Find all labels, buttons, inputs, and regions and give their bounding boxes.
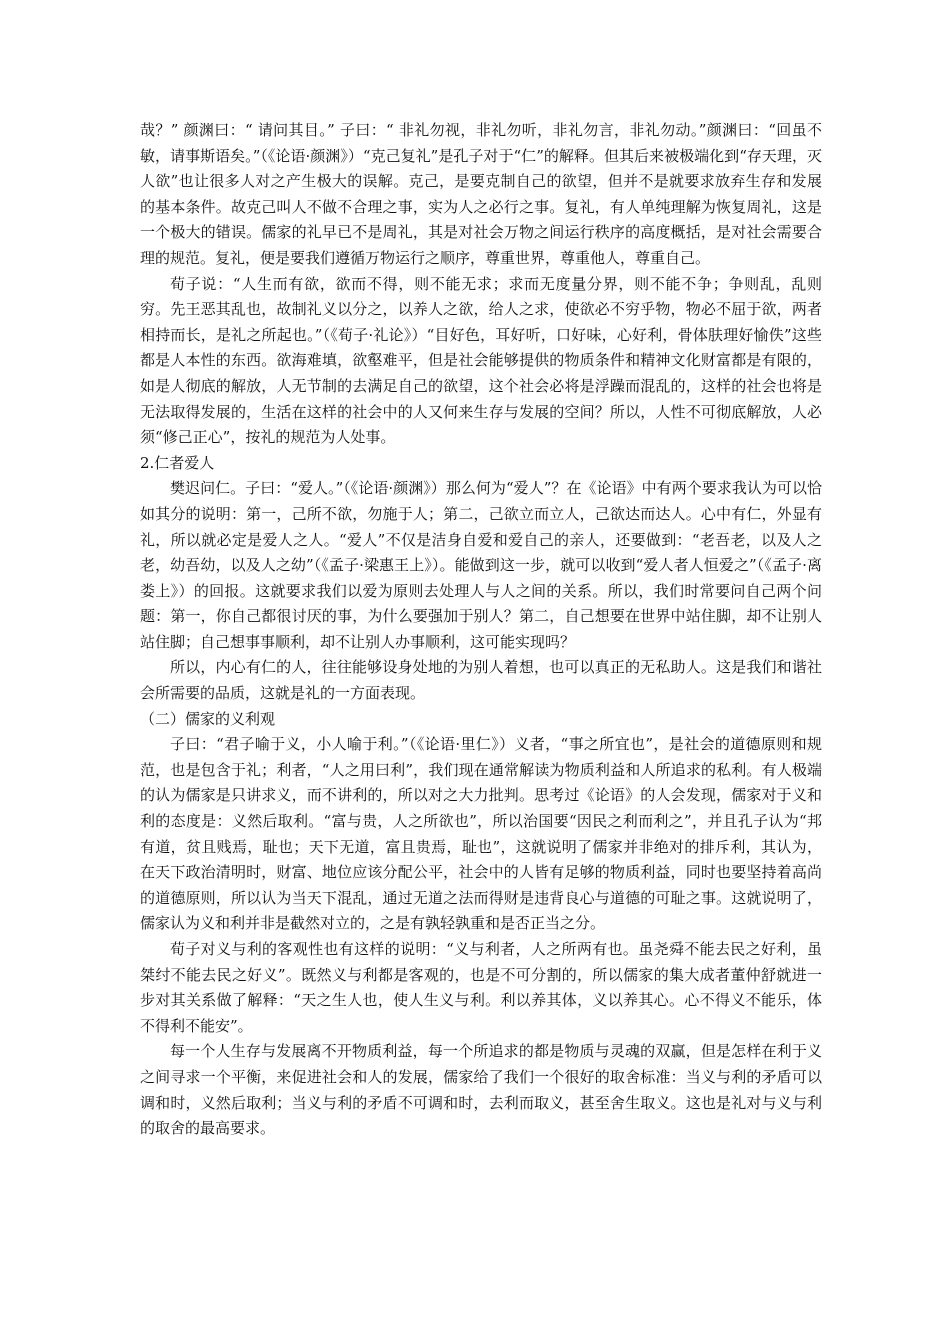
paragraph-quanshe-biaozhun: 每一个人生存与发展离不开物质利益，每一个所追求的都是物质与灵魂的双赢，但是怎样在利于义之间寻求一个平衡，来促进社会和人的发展，儒家给了我们一个很好的取舍标准：当义与利的矛盾可以调和时，义然后取利；当义与利的矛盾不可调和时，去利而取义，甚至舍生取义。这也是礼对与义与利的取舍的最高要求。 [140, 1042, 822, 1138]
section-heading-yili-guan: （二）儒家的义利观 [140, 709, 276, 728]
section-heading-renzhe-airen: 2.仁者爱人 [140, 453, 215, 472]
paragraph-junzi-yuyi: 子曰：“君子喻于义，小人喻于利。”（《论语·里仁》）义者，“事之所宜也”，是社会的道德原则和规范，也是包含于礼；利者，“人之用曰利”，我们现在通常解读为物质利益和人所追求的私利。有人极端的认为儒家是只讲求义，而不讲利的，所以对之大力批判。思考过《论语》的人会发现，儒家对于义和利的态度是：义然后取利。“富与贵，人之所欲也”，所以治国要“因民之利而利之”，并且孔子认为“邦有道，贫且贱焉，耻也；天下无道，富且贵焉，耻也”，这就说明了儒家并非绝对的排斥利，其认为，在天下政治清明时，财富、地位应该分配公平，社会中的人皆有足够的物质利益，同时也要坚持着高尚的道德原则，所以认为当天下混乱，通过无道之法而得财是违背良心与道德的可耻之事。这就说明了，儒家认为义和利并非是截然对立的，之是有孰轻孰重和是否正当之分。 [140, 735, 822, 933]
paragraph-fanchi-wenren: 樊迟问仁。子曰：“爱人。”（《论语·颜渊》）那么何为“爱人”？在《论语》中有两个要求我认为可以恰如其分的说明：第一，己所不欲，勿施于人；第二，己欲立而立人，己欲达而达人。心中有仁，外显有礼，所以就必定是爱人之人。“爱人”不仅是洁身自爱和爱自己的亲人，还要做到：“老吾老，以及人之老，幼吾幼，以及人之幼”（《孟子·梁惠王上》）。能做到这一步，就可以收到“爱人者人恒爱之”（《孟子·离娄上》）的回报。这就要求我们以爱为原则去处理人与人之间的关系。所以，我们时常要问自己两个问题：第一，你自己都很讨厌的事，为什么要强加于别人？第二，自己想要在世界中站住脚，却不让别人站住脚；自己想事事顺利，却不让别人办事顺利，这可能实现吗？ [140, 479, 822, 651]
paragraph-xunzi-yili: 荀子对义与利的客观性也有这样的说明：“义与利者，人之所两有也。虽尧舜不能去民之好利，虽桀纣不能去民之好义”。既然义与利都是客观的，也是不可分割的，所以儒家的集大成者董仲舒就进一步对其关系做了解释：“天之生人也，使人生义与利。利以养其体，义以养其心。心不得义不能乐，体不得利不能安”。 [140, 940, 822, 1035]
document-page [140, 118, 822, 1142]
paragraph-neixin-youren: 所以，内心有仁的人，往往能够设身处地的为别人着想，也可以真正的无私助人。这是我们和谐社会所需要的品质，这就是礼的一方面表现。 [140, 658, 822, 703]
paragraph-keji-fuli: 哉？” 颜渊曰：“ 请问其目。” 子曰：“ 非礼勿视，非礼勿听，非礼勿言，非礼勿动。”颜渊曰：“回虽不敏，请事斯语矣。”（《论语·颜渊》）“克己复礼”是孔子对于“仁”的解释。但其后来被极端化到“存天理，灭人欲”也让很多人对之产生极大的误解。克己，是要克制自己的欲望，但并不是就要求放弃生存和发展的基本条件。故克己叫人不做不合理之事，实为人之必行之事。复礼，有人单纯理解为恢复周礼，这是一个极大的错误。儒家的礼早已不是周礼，其是对社会万物之间运行秩序的高度概括，是对社会需要合理的规范。复礼，便是要我们遵循万物运行之顺序，尊重世界，尊重他人，尊重自己。 [140, 121, 822, 267]
paragraph-xunzi-li: 荀子说：“人生而有欲，欲而不得，则不能无求；求而无度量分界，则不能不争；争则乱，乱则穷。先王恶其乱也，故制礼义以分之，以养人之欲，给人之求，使欲必不穷乎物，物必不屈于欲，两者相持而长，是礼之所起也。”（《荀子·礼论》）“目好色，耳好听，口好味，心好利，骨体肤理好愉佚”这些都是人本性的东西。欲海难填，欲壑难平，但是社会能够提供的物质条件和精神文化财富都是有限的，如是人彻底的解放，人无节制的去满足自己的欲望，这个社会必将是浮躁而混乱的，这样的社会也将是无法取得发展的，生活在这样的社会中的人又何来生存与发展的空间？所以，人性不可彻底解放，人必须“修己正心”，按礼的规范为人处事。 [140, 274, 822, 447]
